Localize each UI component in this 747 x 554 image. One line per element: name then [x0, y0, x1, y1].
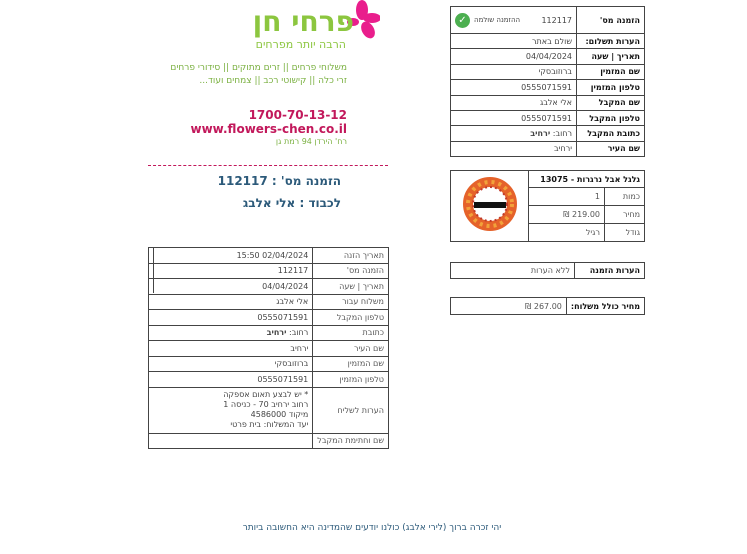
logo-name: פרחי חן — [252, 5, 354, 38]
summary-value — [451, 126, 577, 141]
product-value: 1 — [529, 188, 605, 206]
footer-text: יהי זכרה ברוך (לירי אלבג) כולנו יודעים שהמדינה היא החשובה ביותר — [242, 523, 502, 533]
check-icon: ✓ — [455, 13, 470, 28]
product-value: רגיל — [529, 224, 605, 242]
delivery-notes-label: הערות לשליח — [313, 387, 389, 433]
paid-label: ההזמנה שולמה — [474, 16, 521, 24]
product-image — [451, 171, 529, 242]
summary-row — [451, 95, 645, 110]
summary-value: 0555071591 — [451, 110, 577, 125]
summary-row — [451, 141, 645, 156]
delivery-note-line: מיקוד 4586000 — [250, 410, 309, 419]
detail-row — [149, 341, 389, 357]
delivery-note-line: יעד המשלוח: בית פרטי — [230, 420, 309, 429]
detail-label: תאריך הזנה — [313, 248, 389, 264]
detail-value: 112117 — [149, 263, 313, 279]
detail-label: כתובת — [313, 325, 389, 341]
detail-label: שם העיר — [313, 341, 389, 357]
detail-row — [149, 372, 389, 388]
address-street: ירחיב — [266, 328, 287, 338]
product-label: גודל — [605, 224, 645, 242]
summary-label: טלפון המזמין — [577, 80, 645, 95]
summary-value: ברוזובסקי — [451, 64, 577, 79]
summary-value: אלי אלבג — [451, 95, 577, 110]
delivery-note-line: רחוב ירחיב 70 - כניסה 1 — [223, 400, 309, 409]
signature-label: שם וחתימת המקבל — [313, 433, 389, 449]
summary-value: ירחיב — [451, 141, 577, 156]
logo — [244, 0, 384, 60]
address-street: ירחיב — [530, 129, 551, 139]
signature-row — [149, 433, 389, 449]
services-line-2: זרי כלה || קישוטי רכב || צמחים ועוד... — [199, 76, 347, 86]
detail-label: טלפון המזמין — [313, 372, 389, 388]
detail-row — [149, 279, 389, 295]
website: www.flowers-chen.co.il — [190, 122, 347, 136]
summary-label: כתובת המקבל — [577, 126, 645, 141]
detail-label: תאריך | שעה — [313, 279, 389, 295]
summary-order-label: הזמנה מס' — [577, 7, 645, 34]
total-price-value: 267.00 ₪ — [451, 298, 567, 315]
summary-order-row — [451, 7, 645, 34]
product-title: גלגל אבל נרגרות - 13075 — [529, 171, 645, 188]
summary-label: שם המקבל — [577, 95, 645, 110]
detail-value: ירחיב — [149, 341, 313, 357]
summary-row — [451, 80, 645, 95]
product-title-row — [451, 171, 645, 188]
address-prefix: רחוב: — [552, 129, 572, 139]
summary-value: 0555071591 — [451, 80, 577, 95]
store-address: רח' הירדן 94 רמת גן — [275, 137, 347, 146]
order-notes-table — [450, 262, 645, 279]
footer-note — [0, 523, 747, 533]
summary-value: שולם באתר — [451, 34, 577, 49]
detail-label: משלוח עבור — [313, 294, 389, 310]
summary-row — [451, 126, 645, 141]
delivery-note-line: * יש לבצע תאום אספקה — [223, 390, 309, 399]
detail-value: 04/04/2024 — [149, 279, 313, 295]
detail-row — [149, 263, 389, 279]
summary-label: טלפון המקבל — [577, 110, 645, 125]
services-line-1: משלוחי פרחים || זרים מתוקים || סידורי פרחים — [170, 63, 347, 73]
product-label: כמות — [605, 188, 645, 206]
summary-value: 04/04/2024 — [451, 49, 577, 64]
detail-value: אלי אלבג — [149, 294, 313, 310]
logo-tagline: הרבה יותר מפרחים — [255, 38, 346, 51]
total-price-label: מחיר כולל משלוח: — [566, 298, 644, 315]
order-notes-value: ללא הערות — [451, 263, 575, 279]
divider — [148, 165, 388, 166]
delivery-notes-value — [149, 387, 313, 433]
summary-row — [451, 34, 645, 49]
detail-row — [149, 248, 389, 264]
product-label: מחיר — [605, 206, 645, 224]
detail-label: טלפון המקבל — [313, 310, 389, 326]
signature-value — [149, 433, 313, 449]
detail-value: ברוזובסקי — [149, 356, 313, 372]
detail-label: שם המזמין — [313, 356, 389, 372]
total-price-table — [450, 297, 645, 315]
order-notes-label: הערות הזמנה — [575, 263, 645, 279]
detail-value: 02/04/2024 15:50 — [149, 248, 313, 264]
paid-status — [455, 13, 520, 28]
product-table — [450, 170, 645, 242]
recipient-heading: לכבוד : אלי אלבג — [242, 196, 341, 210]
order-heading: הזמנה מס' : 112117 — [217, 174, 341, 188]
detail-row — [149, 310, 389, 326]
order-summary-table — [450, 6, 645, 157]
delivery-notes-row — [149, 387, 389, 433]
summary-row — [451, 64, 645, 79]
detail-row — [149, 325, 389, 341]
detail-value: 0555071591 — [149, 310, 313, 326]
product-value: 219.00 ₪ — [529, 206, 605, 224]
detail-label: הזמנה מס' — [313, 263, 389, 279]
summary-order-number: 112117 — [541, 15, 572, 25]
detail-row — [149, 356, 389, 372]
detail-value — [149, 325, 313, 341]
summary-label: הערות תשלום: — [577, 34, 645, 49]
summary-row — [451, 49, 645, 64]
summary-label: תאריך | שעה — [577, 49, 645, 64]
detail-value: 0555071591 — [149, 372, 313, 388]
detail-row — [149, 294, 389, 310]
address-prefix: רחוב: — [289, 328, 309, 338]
summary-order-cell — [451, 7, 577, 34]
phone-number: 1700-70-13-12 — [248, 108, 347, 122]
summary-label: שם העיר — [577, 141, 645, 156]
summary-label: שם המזמין — [577, 64, 645, 79]
wreath-image — [460, 177, 520, 233]
summary-row — [451, 110, 645, 125]
delivery-detail-table — [148, 247, 389, 449]
